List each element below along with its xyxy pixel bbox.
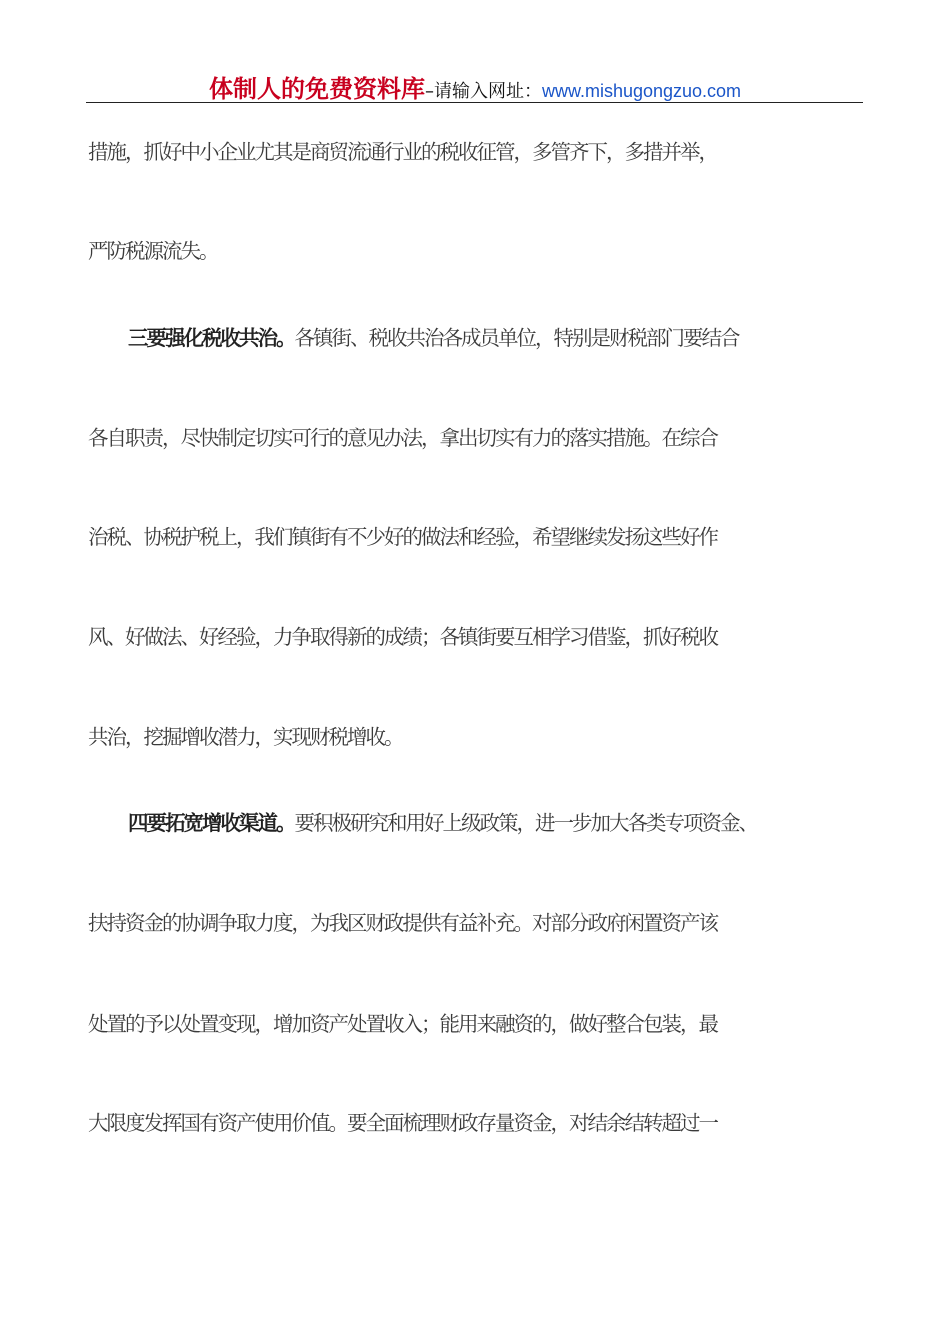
url-prompt: –请输入网址： xyxy=(424,81,542,102)
paragraph-line xyxy=(128,808,908,838)
paragraph-line xyxy=(128,323,908,353)
body-text-line: 共治，挖掘增收潜力，实现财税增收。 xyxy=(88,725,403,749)
body-text-line: 治税、协税护税上，我们镇街有不少好的做法和经验，希望继续发扬这些好作 xyxy=(88,525,717,549)
site-header xyxy=(0,72,950,109)
body-text-line: 大限度发挥国有资产使用价值。要全面梳理财政存量资金，对结余结转超过一 xyxy=(88,1111,717,1135)
site-url-link[interactable]: www.mishugongzuo.com xyxy=(541,81,742,101)
header-divider xyxy=(86,102,863,103)
paragraph-heading: 三要强化税收共治。 xyxy=(128,326,295,350)
body-text-line: 扶持资金的协调争取力度，为我区财政提供有益补充。对部分政府闲置资产该 xyxy=(88,911,717,935)
site-brand-title: 体制人的免费资料库 xyxy=(208,75,425,103)
body-text-line: 措施，抓好中小企业尤其是商贸流通行业的税收征管，多管齐下，多措并举， xyxy=(88,140,717,164)
body-text-line: 严防税源流失。 xyxy=(88,239,218,263)
paragraph-heading: 四要拓宽增收渠道。 xyxy=(128,811,295,835)
body-text-line: 处置的予以处置变现，增加资产处置收入；能用来融资的，做好整合包装，最 xyxy=(88,1012,717,1036)
body-text-line: 风、好做法、好经验，力争取得新的成绩；各镇街要互相学习借鉴，抓好税收 xyxy=(88,625,717,649)
body-text-span: 各镇街、税收共治各成员单位，特别是财税部门要结合 xyxy=(294,326,739,350)
body-text-line: 各自职责，尽快制定切实可行的意见办法，拿出切实有力的落实措施。在综合 xyxy=(88,426,717,450)
body-text-span: 要积极研究和用好上级政策，进一步加大各类专项资金、 xyxy=(294,811,757,835)
